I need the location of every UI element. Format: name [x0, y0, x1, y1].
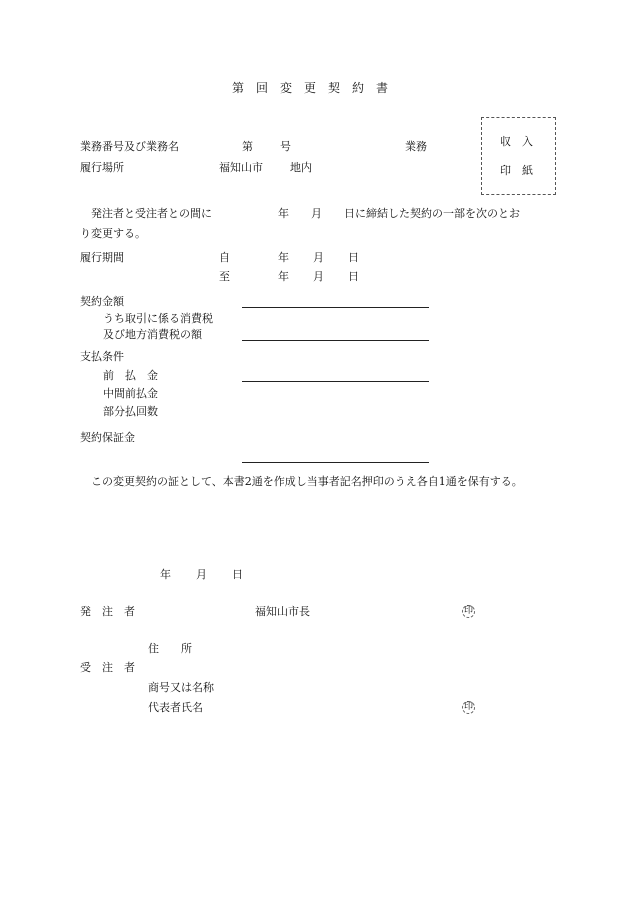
contractor-seal-mark: 印 [463, 702, 473, 712]
closing-sentence: この変更契約の証として、本書2通を作成し当事者記名押印のうえ各自1通を保有する。 [91, 475, 523, 488]
period-from-month: 月 [313, 251, 324, 264]
location-label: 履行場所 [80, 161, 124, 174]
period-to: 至 [219, 270, 230, 283]
project-label: 業務番号及び業務名 [80, 140, 179, 153]
amount-label: 契約金額 [80, 295, 124, 308]
contractor-rep-label: 代表者氏名 [148, 701, 203, 714]
partial-label: 部分払回数 [103, 405, 158, 418]
project-no-prefix: 第 [242, 140, 253, 153]
project-no-suffix: 号 [280, 140, 291, 153]
date-year: 年 [160, 568, 171, 581]
revenue-stamp-box [481, 117, 556, 195]
date-month: 月 [196, 568, 207, 581]
advance-line [242, 381, 429, 382]
document-title: 第 回 変 更 契 約 書 [232, 81, 389, 95]
guarantee-line [242, 462, 429, 463]
contractor-address-label: 住 所 [148, 642, 192, 655]
tax-label-line1: うち取引に係る消費税 [103, 312, 213, 325]
tax-label-line2: 及び地方消費税の額 [103, 328, 202, 341]
period-to-day: 日 [348, 270, 359, 283]
guarantee-label: 契約保証金 [80, 431, 135, 444]
period-to-year: 年 [278, 270, 289, 283]
location-area: 地内 [290, 161, 312, 174]
interim-label: 中間前払金 [103, 387, 158, 400]
revenue-stamp-line2: 印 紙 [500, 164, 533, 177]
tax-line [242, 340, 429, 341]
period-label: 履行期間 [80, 251, 124, 264]
period-to-month: 月 [313, 270, 324, 283]
orderer-seal-mark: 印 [463, 606, 473, 616]
amount-line [242, 307, 429, 308]
orderer-name: 福知山市長 [255, 605, 310, 618]
advance-label: 前 払 金 [103, 369, 158, 382]
revenue-stamp-line1: 収 入 [500, 135, 533, 148]
orderer-label: 発 注 者 [80, 605, 135, 618]
period-from-year: 年 [278, 251, 289, 264]
payment-label: 支払条件 [80, 350, 124, 363]
intro-line2: り変更する。 [80, 227, 146, 240]
contractor-label: 受 注 者 [80, 661, 135, 674]
location-city: 福知山市 [219, 161, 263, 174]
project-suffix: 業務 [405, 140, 427, 153]
date-day: 日 [232, 568, 243, 581]
contractor-company-label: 商号又は名称 [148, 681, 214, 694]
period-from: 自 [219, 251, 230, 264]
period-from-day: 日 [348, 251, 359, 264]
intro-line1: 発注者と受注者との間に 年 月 日に締結した契約の一部を次のとお [91, 207, 520, 220]
